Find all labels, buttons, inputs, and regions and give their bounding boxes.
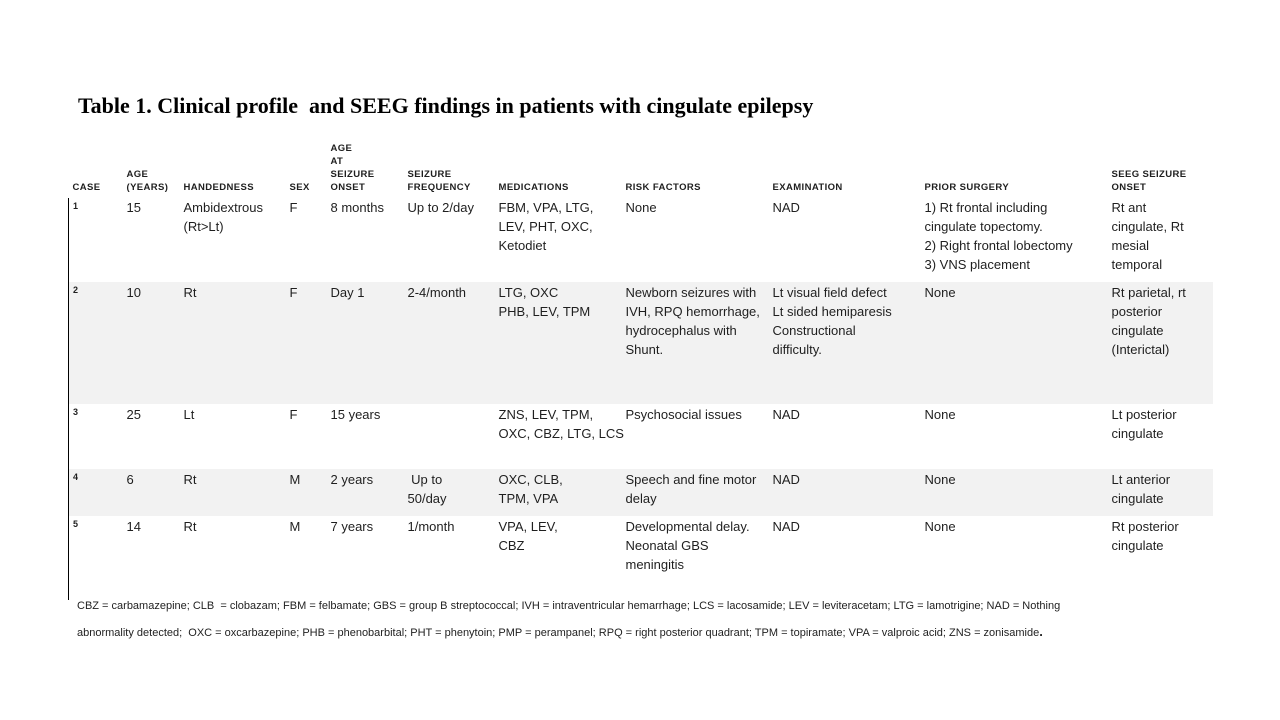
cell-medications: OXC, CLB, TPM, VPA (495, 469, 622, 516)
clinical-table-container (68, 142, 1212, 600)
cell-onset: 8 months (330, 200, 384, 215)
cell-seeg-onset: Rt ant cingulate, Rt mesial temporal (1111, 200, 1184, 272)
cell-sex: M (289, 519, 301, 534)
table-title: Table 1. Clinical profile and SEEG findings in patients with cingulate epilepsy (78, 93, 814, 118)
cell-sex: F (289, 407, 298, 422)
table-row (69, 469, 1213, 516)
cell-prior-surgery: None (921, 282, 1108, 404)
case-number: 2 (69, 282, 123, 404)
header-seizure-frequency: SEIZURE FREQUENCY (407, 169, 471, 193)
clinical-profile-table (68, 142, 1213, 600)
table-row (69, 282, 1213, 404)
cell-handedness: Rt (183, 519, 197, 534)
cell-medications: LTG, OXC PHB, LEV, TPM (495, 282, 622, 404)
cell-examination: NAD (772, 519, 800, 534)
cell-onset: Day 1 (327, 282, 404, 404)
cell-age: 14 (126, 519, 141, 534)
cell-sex: F (286, 282, 327, 404)
cell-handedness: Rt (180, 282, 286, 404)
cell-seeg-onset: Rt posterior cingulate (1111, 519, 1179, 553)
cell-seeg-onset: Lt anterior cingulate (1108, 469, 1213, 516)
cell-prior-surgery: None (924, 519, 956, 534)
cell-prior-surgery: None (924, 407, 956, 422)
cell-medications: VPA, LEV, CBZ (498, 519, 558, 553)
case-number: 3 (69, 404, 123, 469)
cell-seeg-onset: Lt posterior cingulate (1111, 407, 1177, 441)
cell-prior-surgery: None (921, 469, 1108, 516)
cell-risk-factors: Speech and fine motor delay (622, 469, 769, 516)
cell-risk-factors: Developmental delay. Neonatal GBS meningitis (625, 519, 750, 572)
cell-age: 10 (123, 282, 180, 404)
cell-risk-factors: None (625, 200, 657, 215)
cell-medications: ZNS, LEV, TPM, OXC, CBZ, LTG, LCS (498, 407, 624, 441)
footnote-line-1: CBZ = carbamazepine; CLB = clobazam; FBM = felbamate; GBS = group B streptococcal; IVH = intraventricular hemarrhage; LCS = lacosamide; LEV = leviteracetam; LTG = lamotrigine; NAD = Nothing (77, 600, 1061, 612)
header-age-at-onset: AGE AT SEIZURE ONSET (330, 143, 375, 193)
header-handedness: HANDEDNESS (183, 182, 255, 193)
table-header-row (69, 142, 1213, 198)
header-risk-factors: RISK FACTORS (625, 182, 701, 193)
cell-frequency: Up to 50/day (404, 469, 495, 516)
cell-medications: FBM, VPA, LTG, LEV, PHT, OXC, Ketodiet (498, 200, 594, 253)
cell-examination: Lt visual field defect Lt sided hemiparesis Constructional difficulty. (769, 282, 921, 404)
cell-handedness: Ambidextrous (Rt>Lt) (183, 200, 263, 234)
cell-examination: NAD (772, 407, 800, 422)
case-number: 1 (69, 198, 123, 282)
cell-frequency: 1/month (407, 519, 455, 534)
header-age: AGE (YEARS) (126, 169, 169, 193)
case-number: 5 (69, 516, 123, 600)
header-prior-surgery: PRIOR SURGERY (924, 182, 1010, 193)
header-sex: SEX (289, 182, 310, 193)
header-medications: MEDICATIONS (498, 182, 569, 193)
cell-risk-factors: Newborn seizures with IVH, RPQ hemorrhage, hydrocephalus with Shunt. (622, 282, 769, 404)
case-number: 4 (69, 469, 123, 516)
cell-examination: NAD (769, 469, 921, 516)
header-seeg-onset: SEEG SEIZURE ONSET (1111, 169, 1187, 193)
cell-examination: NAD (772, 200, 800, 215)
cell-seeg-onset: Rt parietal, rt posterior cingulate (Interictal) (1108, 282, 1213, 404)
cell-age: 6 (123, 469, 180, 516)
header-examination: EXAMINATION (772, 182, 843, 193)
cell-onset: 7 years (330, 519, 374, 534)
header-case: CASE (72, 182, 101, 193)
cell-onset: 15 years (330, 407, 381, 422)
footnote-end-mark: . (1039, 624, 1043, 639)
footnote-line-2: abnormality detected; OXC = oxcarbazepine; PHB = phenobarbital; PHT = phenytoin; PMP = perampanel; RPQ = right posterior quadrant; TPM = topiramate; VPA = valproic acid; ZNS = zonisamide. (77, 624, 1043, 639)
cell-age: 25 (126, 407, 141, 422)
cell-age: 15 (126, 200, 141, 215)
cell-risk-factors: Psychosocial issues (625, 407, 742, 422)
table-row (69, 404, 1213, 469)
cell-handedness: Rt (180, 469, 286, 516)
cell-sex: M (286, 469, 327, 516)
table-row (69, 516, 1213, 600)
cell-prior-surgery: 1) Rt frontal including cingulate topectomy. 2) Right frontal lobectomy 3) VNS placement (924, 200, 1073, 272)
abbreviations-footnote (77, 593, 1157, 646)
table-row (69, 198, 1213, 282)
cell-handedness: Lt (183, 407, 195, 422)
cell-sex: F (289, 200, 298, 215)
cell-frequency (404, 404, 495, 469)
cell-frequency: Up to 2/day (407, 200, 474, 215)
cell-frequency: 2-4/month (404, 282, 495, 404)
cell-onset: 2 years (327, 469, 404, 516)
